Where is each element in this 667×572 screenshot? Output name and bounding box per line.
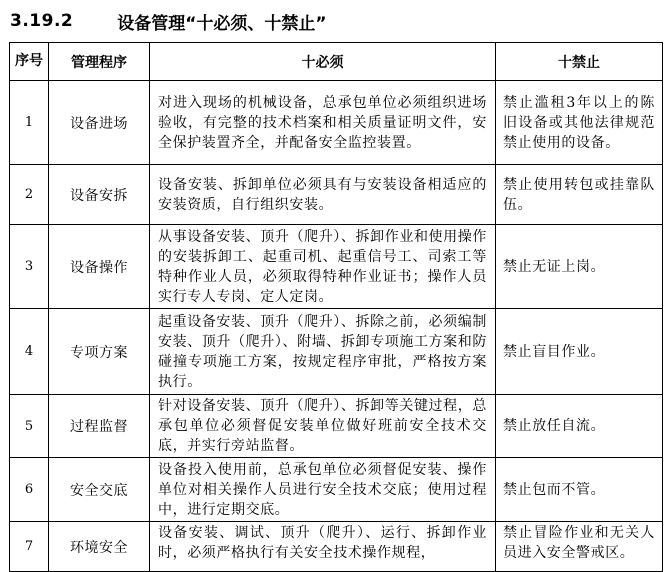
row-ban: 禁止放任自流。 (496, 395, 663, 458)
row-must: 从事设备安装、顶升（爬升）、拆卸作业和使用操作的安装拆卸工、起重司机、起重信号工、司索工等特种作业人员，必须取得特种作业证书；操作人员实行专人专岗、定人定岗。 (150, 225, 496, 309)
section-number: 3.19.2 (10, 11, 74, 31)
section-heading (10, 6, 327, 36)
row-seq: 1 (10, 81, 49, 165)
row-ban: 禁止无证上岗。 (496, 225, 663, 309)
row-seq: 3 (10, 225, 49, 309)
row-seq: 6 (10, 458, 49, 522)
header-must: 十必须 (150, 43, 496, 81)
row-ban: 禁止包而不管。 (496, 458, 663, 522)
row-seq: 5 (10, 395, 49, 458)
header-row (10, 43, 663, 81)
row-seq: 2 (10, 165, 49, 225)
row-procedure: 专项方案 (49, 309, 150, 395)
table-row (10, 225, 663, 309)
row-procedure: 设备安拆 (49, 165, 150, 225)
row-ban: 禁止盲目作业。 (496, 309, 663, 395)
equipment-management-table (9, 42, 663, 572)
row-procedure: 环境安全 (49, 522, 150, 572)
row-ban: 禁止滥租3年以上的陈旧设备或其他法律规范禁止使用的设备。 (496, 81, 663, 165)
header-seq: 序号 (10, 43, 49, 81)
row-ban: 禁止冒险作业和无关人员进入安全警戒区。 (496, 522, 663, 572)
row-must: 设备投入使用前，总承包单位必须督促安装、操作单位对相关操作人员进行安全技术交底；使用过程中，进行定期交底。 (150, 458, 496, 522)
table-row (10, 309, 663, 395)
header-procedure: 管理程序 (49, 43, 150, 81)
table-row (10, 458, 663, 522)
table-row (10, 165, 663, 225)
table-row (10, 522, 663, 572)
table-row (10, 395, 663, 458)
row-must: 起重设备安装、顶升（爬升）、拆除之前，必须编制安装、顶升（爬升）、附墙、拆卸专项施工方案和防碰撞专项施工方案，按规定程序审批，严格按方案执行。 (150, 309, 496, 395)
row-seq: 4 (10, 309, 49, 395)
row-procedure: 过程监督 (49, 395, 150, 458)
row-procedure: 设备进场 (49, 81, 150, 165)
row-seq: 7 (10, 522, 49, 572)
row-ban: 禁止使用转包或挂靠队伍。 (496, 165, 663, 225)
row-must: 设备安装、调试、顶升（爬升）、运行、拆卸作业时，必须严格执行有关安全技术操作规程， (150, 522, 496, 572)
header-ban: 十禁止 (496, 43, 663, 81)
row-procedure: 安全交底 (49, 458, 150, 522)
row-must: 对进入现场的机械设备，总承包单位必须组织进场验收，有完整的技术档案和相关质量证明文件，安全保护装置齐全，并配备安全监控装置。 (150, 81, 496, 165)
section-title: 设备管理“十必须、十禁止” (117, 13, 327, 34)
table-row (10, 81, 663, 165)
row-must: 设备安装、拆卸单位必须具有与安装设备相适应的安装资质，自行组织安装。 (150, 165, 496, 225)
row-must: 针对设备安装、顶升（爬升）、拆卸等关键过程，总承包单位必须督促安装单位做好班前安全技术交底，并实行旁站监督。 (150, 395, 496, 458)
row-procedure: 设备操作 (49, 225, 150, 309)
